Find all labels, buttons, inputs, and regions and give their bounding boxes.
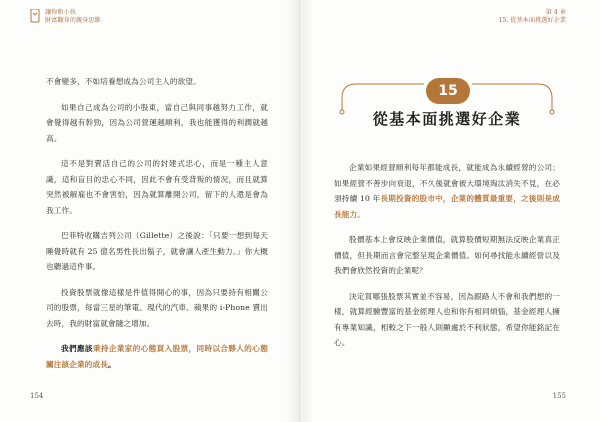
chapter-label: 第 4 章 xyxy=(545,9,566,16)
chapter-title: 從基本面挑選好企業 xyxy=(372,110,522,128)
chapter-heading xyxy=(336,78,558,138)
highlight-text: 長期投資的股市中，企業的體質最重要，之後則是成長能力 xyxy=(334,194,560,219)
paragraph: 投資股票就像這樣是件值得開心的事，因為只要持有相關公司的股票，每當三星的筆電、現代的汽車、蘋果的 i-Phone 賣出去時，我的財富就會隨之增加。 xyxy=(46,287,268,328)
gutter-shadow xyxy=(300,0,314,422)
running-header-right xyxy=(499,9,567,25)
paragraph: 這不是對賣活自己的公司的封建式忠心，而是一種主人意識，這和盲目的忠心不同，因此不會有受背叛的情況，而且就算突然被解雇也不會害怕，因為就算離開公司，留下的人還是會為我工作。 xyxy=(46,159,268,215)
paragraph xyxy=(334,160,560,222)
emphasis-end: 。 xyxy=(107,359,116,369)
section-label: 15. 從基本面挑選好企業 xyxy=(498,17,566,24)
paragraph: 巴菲特收購吉列公司（Gillette）之後說：「只要一想到每天睡覺時就有 25 億名男性長出鬍子，就會讓人產生動力。」你大概也聽過這件事。 xyxy=(46,231,268,271)
paragraph: 股價基本上會反映企業價值，就算股價短期無法反映企業真正價值，但長期而言會完整呈現企業價值。如何尋找能永續經營以及我們會欣然投資的企業呢？ xyxy=(334,235,560,275)
left-body-text xyxy=(46,74,268,382)
paragraph-text: 企業如果經營順利每年都能成長，就能成為永續經營的公司；如果經營不善步向衰退，不久後就會被大環境淘汰消失不見，在必須持續 10 年 xyxy=(334,163,560,203)
running-header-left xyxy=(30,9,101,25)
right-body-text xyxy=(334,160,560,361)
header-line-2: 財富翻身的親身思維 xyxy=(45,17,101,24)
paragraph-end: 。 xyxy=(357,209,365,219)
right-page xyxy=(300,0,600,422)
paragraph: 如果自己成為公司的小股東，當自己與同事越努力工作，就會覺得越有幹勁，因為公司營運越順利，我也能獲得的利潤就越高。 xyxy=(46,102,268,143)
gutter-shadow xyxy=(285,0,299,422)
page-number: 155 xyxy=(552,392,566,400)
header-line-1: 讓你和小孩 xyxy=(45,9,76,16)
paragraph: 決定買哪張股票其實並不容易，因為跟路人不會和我們想的一樣，就算經驗豐富的基金經理人也和你有相同煩惱，基金經理人擁有專業知識，相較之下一般人則顯處於不利狀態，希望你能銘記在心。 xyxy=(334,291,560,347)
bookmark-icon xyxy=(30,9,40,23)
emphasis-paragraph xyxy=(46,341,268,372)
emphasis-lead: 我們應該 xyxy=(61,344,93,353)
page-number: 154 xyxy=(30,392,44,400)
highlight-text: 秉持企業家的心態買入股票，同時以合夥人的心態關注該企業的成長 xyxy=(46,344,268,369)
paragraph: 不會變多，不如培養想成為公司主人的欲望。 xyxy=(46,77,201,86)
chapter-number-badge: 15 xyxy=(426,78,470,104)
